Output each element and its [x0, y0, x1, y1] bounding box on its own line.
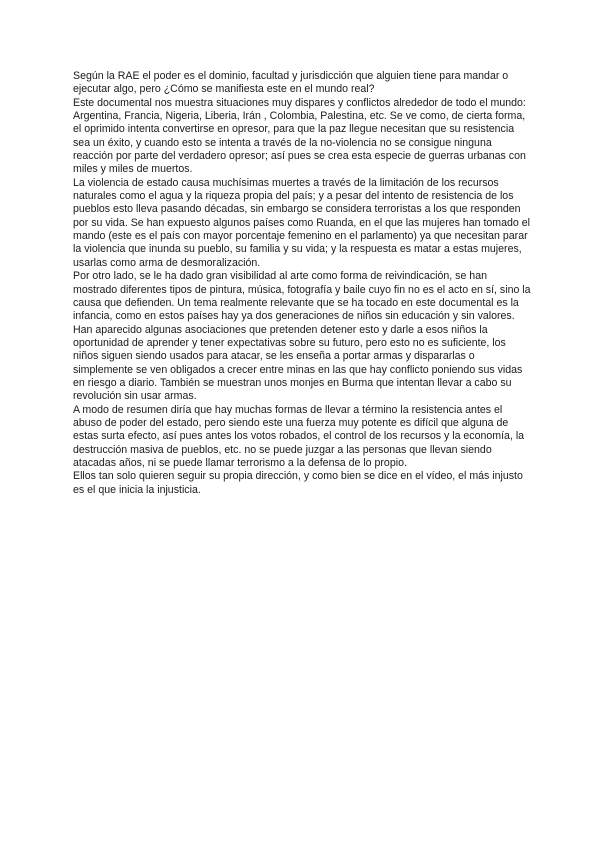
document-body	[73, 70, 531, 497]
paragraph-intro: Según la RAE el poder es el dominio, facultad y jurisdicción que alguien tiene para mandar o ejecutar algo, pero ¿Cómo se manifiesta este en el mundo real?	[73, 70, 509, 96]
paragraph-state-violence: La violencia de estado causa muchísimas muertes a través de la limitación de los recursos naturales como el agua y la riqueza propia del país; y a pesar del intento de resistencia de los pueblos esto lleva pasando décadas, sin embargo se considera terroristas a los que responden por su vida. Se han expuesto algunos países como Ruanda, en el que las mujeres han tomado el mando (este es el país con mayor porcentaje femenino en el parlamento) ya que necesitan parar la violencia que inunda su pueblo, su familia y su vida; y la respuesta es matar a estas mujeres, usarlas como arma de desmoralización.	[73, 176, 531, 269]
paragraph-art-childhood: Por otro lado, se le ha dado gran visibilidad al arte como forma de reivindicación, se han mostrado diferentes tipos de pintura, música, fotografía y baile cuyo fin no es el acto en sí, sino la causa que defienden. Un tema realmente relevante que se ha tocado en este documental es la infancia, como en estos países hay ya dos generaciones de niños sin educación y sin valores. Han aparecido algunas asociaciones que pretenden detener esto y darle a esos niños la oportunidad de aprender y tener expectativas sobre su futuro, pero esto no es suficiente, los niños siguen siendo usados para atacar, se les enseña a portar armas y dispararlas o simplemente se ven obligados a crecer entre minas en las que hay conflicto poniendo sus vidas en riesgo a diario. También se muestran unos monjes en Burma que intentan llevar a cabo su revolución sin usar armas.	[73, 270, 531, 403]
paragraph-summary: A modo de resumen diría que hay muchas formas de llevar a término la resistencia antes el abuso de poder del estado, pero siendo este una fuerza muy potente es difícil que alguna de estas surta efecto, así pues antes los votos robados, el control de los recursos y la economía, la destrucción masiva de pueblos, etc. no se puede juzgar a las personas que llevan siendo atacadas años, ni se puede llamar terrorismo a la defensa de lo propio.	[73, 403, 525, 469]
paragraph-conclusion: Ellos tan solo quieren seguir su propia dirección, y como bien se dice en el vídeo, el más injusto es el que inicia la injusticia.	[73, 470, 523, 496]
paragraph-conflicts: Este documental nos muestra situaciones muy dispares y conflictos alrededor de todo el mundo: Argentina, Francia, Nigeria, Liberia, Irán , Colombia, Palestina, etc. Se ve como, de cierta forma, el oprimido intenta convertirse en opresor, para que la paz llegue necesitan que su resistencia sea un éxito, y cuando esto se intenta a través de la no-violencia no se consigue ninguna reacción por parte del verdadero opresor; así pues se crea esta especie de guerras urbanas con miles y miles de muertos.	[73, 96, 526, 176]
